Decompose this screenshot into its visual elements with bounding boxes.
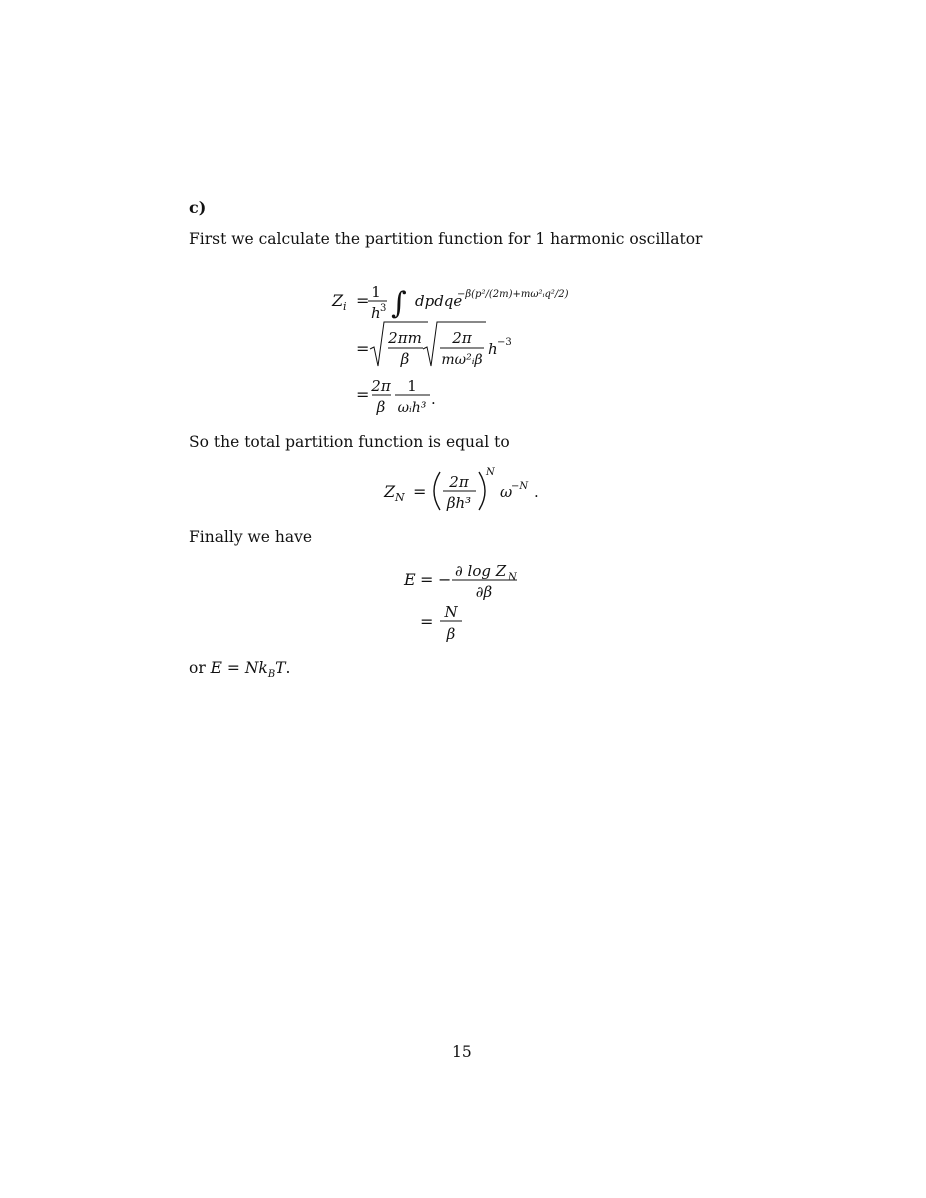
eq1-frac-num: 1 xyxy=(371,283,381,301)
conclusion-N: N xyxy=(244,659,259,677)
energy-n: N xyxy=(444,603,458,621)
energy-beta: β xyxy=(446,625,456,643)
eq3-equals: = xyxy=(356,385,370,404)
conclusion-equals: = xyxy=(222,659,245,677)
energy-eq2-equals: = xyxy=(420,612,434,631)
eq1-exponent: −β(p²/(2m)+mω²ᵢq²/2) xyxy=(457,289,569,300)
energy-num: ∂ log Z xyxy=(455,562,507,580)
energy-num-sub: N xyxy=(508,572,517,583)
eq1-frac-den-h: h xyxy=(371,304,381,322)
eq2-factor: h xyxy=(488,340,498,358)
total-partition-equation xyxy=(380,460,560,520)
conclusion-E: E xyxy=(210,659,222,677)
eq2-equals: = xyxy=(356,339,370,358)
eqN-lhs: Z xyxy=(384,482,396,501)
energy-minus: − xyxy=(438,570,452,589)
integral-sign: ∫ xyxy=(391,286,407,321)
conclusion-T: T xyxy=(275,659,286,677)
single-oscillator-partition-equation xyxy=(300,270,620,430)
eqN-period: . xyxy=(534,483,539,501)
intro-paragraph: First we calculate the partition function for 1 harmonic oscillator xyxy=(189,230,703,248)
energy-lhs: E xyxy=(404,570,416,589)
eq1-lhs-sub: i xyxy=(343,300,347,313)
eq1-equals: = xyxy=(356,291,370,310)
finally-paragraph: Finally we have xyxy=(189,528,313,546)
section-label: c) xyxy=(189,198,207,217)
conclusion-k-sub: B xyxy=(267,669,276,681)
eqN-right-paren xyxy=(479,472,485,510)
eq3-frac1-num: 2π xyxy=(371,377,391,395)
eqN-tail: ω xyxy=(500,483,513,501)
eqN-frac-num: 2π xyxy=(449,473,469,491)
sqrt1-num: 2πm xyxy=(388,329,422,347)
total-paragraph: So the total partition function is equal to xyxy=(189,433,510,451)
sqrt2-den: mω²ᵢβ xyxy=(441,352,483,368)
eq2-factor-sup: −3 xyxy=(497,337,512,348)
page-number: 15 xyxy=(452,1043,472,1061)
eq3-frac2-num: 1 xyxy=(407,377,417,395)
eq1-frac-den-sup: 3 xyxy=(380,303,387,314)
conclusion-period: . xyxy=(285,659,291,677)
sqrt2-num: 2π xyxy=(452,329,472,347)
eqN-left-paren xyxy=(434,472,440,510)
eqN-tail-sup: −N xyxy=(511,481,529,492)
eqN-lhs-sub: N xyxy=(395,491,405,504)
eq3-frac2-den: ωᵢh³ xyxy=(397,400,427,416)
eq1-lhs: Z xyxy=(332,291,344,310)
eqN-equals: = xyxy=(413,482,427,501)
eqN-power: N xyxy=(486,467,495,478)
eqN-frac-den: βh³ xyxy=(446,494,472,512)
energy-eq1-equals: = xyxy=(420,570,434,589)
sqrt1-den: β xyxy=(400,350,410,368)
conclusion-prefix: or xyxy=(189,659,211,677)
eq3-frac1-den: β xyxy=(376,398,386,416)
eq3-period: . xyxy=(431,390,436,408)
energy-den: ∂β xyxy=(475,583,493,601)
conclusion-k: k xyxy=(258,659,268,677)
conclusion-line xyxy=(189,659,290,680)
energy-equation xyxy=(395,555,535,650)
eq1-integrand: dpdqe xyxy=(415,292,463,310)
